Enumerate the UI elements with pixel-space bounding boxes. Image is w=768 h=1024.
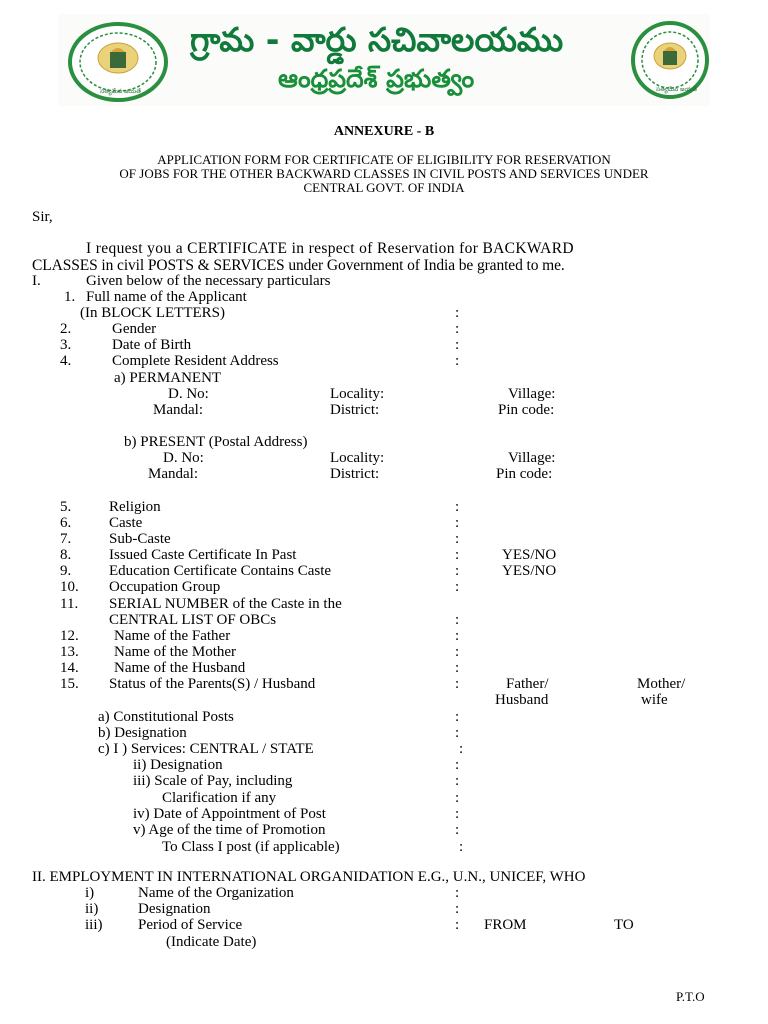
item-num: 13. <box>60 644 79 660</box>
address-dno-label: D. No: <box>163 450 204 466</box>
section-2-num: iii) <box>85 917 103 933</box>
sub-appointment-date: iv) Date of Appointment of Post <box>133 806 326 822</box>
item-label-parent-status: Status of the Parents(S) / Husband <box>109 676 316 692</box>
address-mandal-label: Mandal: <box>153 402 203 418</box>
address-pin-label: Pin code: <box>498 402 555 418</box>
colon: : <box>455 660 460 676</box>
sub-constitutional-posts: a) Constitutional Posts <box>98 709 234 725</box>
from-label: FROM <box>484 917 527 933</box>
indicate-date-note: (Indicate Date) <box>166 934 257 950</box>
address-village-label: Village: <box>508 386 556 402</box>
item-num: 4. <box>60 353 72 369</box>
wife-column-label: wife <box>641 692 668 708</box>
colon: : <box>455 612 460 628</box>
section-1-num: I. <box>32 273 41 289</box>
item-sublabel-central-list: CENTRAL LIST OF OBCs <box>109 612 277 628</box>
item-num: 8. <box>60 547 72 563</box>
item-num: 15. <box>60 676 79 692</box>
item-num: 14. <box>60 660 79 676</box>
item-label-dob: Date of Birth <box>112 337 192 353</box>
item-num: 9. <box>60 563 72 579</box>
sub-designation: b) Designation <box>98 725 187 741</box>
colon: : <box>455 515 460 531</box>
address-present-label: b) PRESENT (Postal Address) <box>124 434 308 450</box>
colon: : <box>455 353 460 369</box>
address-village-label: Village: <box>508 450 556 466</box>
colon: : <box>455 790 460 806</box>
period-of-service-label: Period of Service <box>138 917 243 933</box>
item-label-religion: Religion <box>109 499 161 515</box>
item-label-husband: Name of the Husband <box>114 660 246 676</box>
item-label-occupation: Occupation Group <box>109 579 221 595</box>
colon: : <box>455 822 460 838</box>
colon: : <box>455 676 460 692</box>
address-locality-label: Locality: <box>330 386 385 402</box>
item-num: 10. <box>60 579 79 595</box>
form-heading-line-1: APPLICATION FORM FOR CERTIFICATE OF ELIGIBILITY FOR RESERVATION <box>157 152 611 167</box>
item-num: 12. <box>60 628 79 644</box>
address-district-label: District: <box>330 466 380 482</box>
item-label-sub-caste: Sub-Caste <box>109 531 171 547</box>
colon: : <box>455 709 460 725</box>
colon: : <box>455 531 460 547</box>
request-line-1: I request you a CERTIFICATE in respect of Reservation for BACKWARD <box>86 240 574 257</box>
item-num: 1. <box>64 289 76 305</box>
item-label-full-name: Full name of the Applicant <box>86 289 247 305</box>
colon: : <box>455 305 460 321</box>
item-num: 3. <box>60 337 72 353</box>
address-district-label: District: <box>330 402 380 418</box>
item-label-serial-number: SERIAL NUMBER of the Caste in the <box>109 596 342 612</box>
sub-designation-ii: ii) Designation <box>133 757 223 773</box>
sub-scale-of-pay: iii) Scale of Pay, including <box>133 773 293 789</box>
sub-clarification: Clarification if any <box>162 790 277 806</box>
colon: : <box>455 644 460 660</box>
item-num: 5. <box>60 499 72 515</box>
form-heading-line-3: CENTRAL GOVT. OF INDIA <box>303 180 465 195</box>
colon: : <box>455 806 460 822</box>
address-dno-label: D. No: <box>168 386 209 402</box>
address-locality-label: Locality: <box>330 450 385 466</box>
item-num: 11. <box>60 596 79 612</box>
item-label-education-cert: Education Certificate Contains Caste <box>109 563 332 579</box>
header-subtitle-telugu: ఆంధ్రప్రదేశ్ ప్రభుత్వం <box>278 64 475 93</box>
colon: : <box>455 885 460 901</box>
colon: : <box>455 321 460 337</box>
item-label-caste: Caste <box>109 515 143 531</box>
item-label-father: Name of the Father <box>114 628 231 644</box>
colon: : <box>459 839 464 855</box>
sub-class-i-post: To Class I post (if applicable) <box>162 839 340 855</box>
org-name-label: Name of the Organization <box>138 885 294 901</box>
sub-age-promotion: v) Age of the time of Promotion <box>133 822 326 838</box>
item-num: 7. <box>60 531 72 547</box>
colon: : <box>455 757 460 773</box>
item-label-issued-caste-cert: Issued Caste Certificate In Past <box>109 547 297 563</box>
header-title-telugu: గ్రామ - వార్డు సచివాలయము <box>190 20 564 59</box>
item-num: 2. <box>60 321 72 337</box>
colon: : <box>455 337 460 353</box>
section-2-title: II. EMPLOYMENT IN INTERNATIONAL ORGANIDATION E.G., U.N., UNICEF, WHO <box>32 869 586 885</box>
yes-no-value: YES/NO <box>502 547 557 563</box>
address-mandal-label: Mandal: <box>148 466 198 482</box>
page-turn-over: P.T.O <box>676 989 705 1004</box>
colon: : <box>455 579 460 595</box>
mother-column-label: Mother/ <box>637 676 686 692</box>
address-pin-label: Pin code: <box>496 466 553 482</box>
item-sublabel-block-letters: (In BLOCK LETTERS) <box>80 305 225 321</box>
colon: : <box>455 917 460 933</box>
item-label-address: Complete Resident Address <box>112 353 279 369</box>
colon: : <box>455 499 460 515</box>
item-num: 6. <box>60 515 72 531</box>
husband-column-label: Husband <box>495 692 549 708</box>
request-line-2: CLASSES in civil POSTS & SERVICES under Government of India be granted to me. <box>32 257 565 274</box>
section-2-num: ii) <box>85 901 99 917</box>
sub-services: c) I ) Services: CENTRAL / STATE <box>98 741 314 757</box>
section-2-num: i) <box>85 885 95 901</box>
seal-caption-right: సత్యమేవ జయతే <box>656 86 697 93</box>
salutation: Sir, <box>32 209 53 225</box>
colon: : <box>455 901 460 917</box>
address-permanent-label: a) PERMANENT <box>114 370 222 386</box>
seal-caption-left: సత్యమేవ జయతే <box>100 88 141 95</box>
annexure-title: ANNEXURE - B <box>333 124 435 139</box>
item-label-mother: Name of the Mother <box>114 644 237 660</box>
org-designation-label: Designation <box>138 901 211 917</box>
colon: : <box>459 741 464 757</box>
to-label: TO <box>614 917 634 933</box>
colon: : <box>455 628 460 644</box>
colon: : <box>455 547 460 563</box>
form-heading-line-2: OF JOBS FOR THE OTHER BACKWARD CLASSES IN CIVIL POSTS AND SERVICES UNDER <box>119 166 649 181</box>
colon: : <box>455 725 460 741</box>
yes-no-value: YES/NO <box>502 563 557 579</box>
item-label-gender: Gender <box>112 321 157 337</box>
father-column-label: Father/ <box>506 676 549 692</box>
colon: : <box>455 773 460 789</box>
colon: : <box>455 563 460 579</box>
section-1-text: Given below of the necessary particulars <box>86 273 331 289</box>
